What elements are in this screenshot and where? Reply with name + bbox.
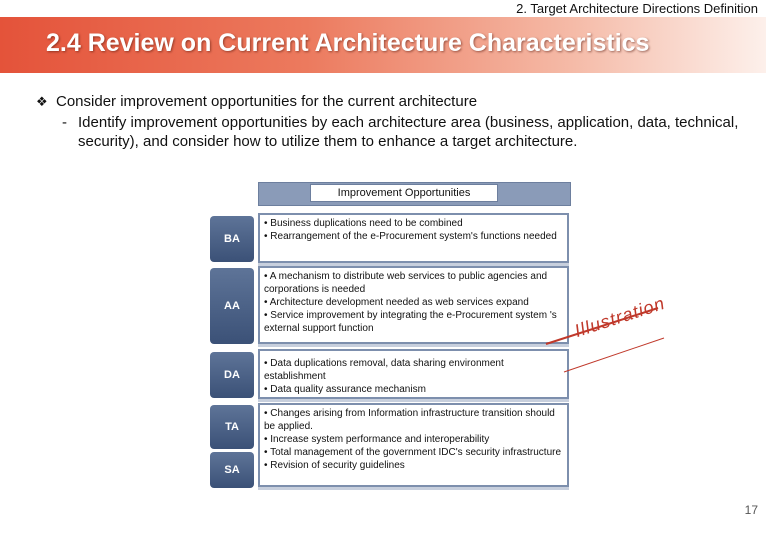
- dash-marker: -: [62, 114, 67, 131]
- illustration-stamp: Illustration: [572, 292, 668, 342]
- intro-sub-bullet: [62, 113, 742, 151]
- aa-line-3: • Service improvement by integrating the e-Procurement system 's external support function: [264, 310, 557, 334]
- area-tab-sa: SA: [210, 452, 254, 488]
- aa-line-2: • Architecture development needed as web services expand: [264, 297, 529, 308]
- area-tab-da: DA: [210, 352, 254, 398]
- diamond-bullet-icon: ❖: [36, 94, 48, 109]
- ba-line-1: • Business duplications need to be combined: [264, 218, 463, 229]
- intro-sub-text: Identify improvement opportunities by each architecture area (business, application, data, technical, security), and consider how to utilize them to enhance a target architecture.: [78, 114, 739, 150]
- da-line-1: • Data duplications removal, data sharing environment establishment: [264, 358, 504, 382]
- content-box-ta-sa: [258, 403, 569, 487]
- ta-line-2: • Increase system performance and interoperability: [264, 434, 490, 445]
- intro-bullet: [36, 93, 477, 110]
- box-shadow: [258, 344, 569, 347]
- ba-line-2: • Rearrangement of the e-Procurement system's functions needed: [264, 231, 557, 242]
- sa-line-1: • Total management of the government IDC's security infrastructure: [264, 447, 562, 458]
- section-title: 2. Target Architecture Directions Definition: [516, 1, 758, 16]
- box-shadow: [258, 399, 569, 402]
- intro-bullet-text: Consider improvement opportunities for the current architecture: [56, 93, 478, 110]
- area-tab-ta: TA: [210, 405, 254, 449]
- box-shadow: [258, 487, 569, 490]
- content-box-aa: [258, 266, 569, 344]
- area-tab-aa: AA: [210, 268, 254, 344]
- content-box-ba: [258, 213, 569, 263]
- sa-line-2: • Revision of security guidelines: [264, 460, 405, 471]
- aa-line-1: • A mechanism to distribute web services to public agencies and corporations is needed: [264, 271, 548, 295]
- page-title: 2.4 Review on Current Architecture Characteristics: [46, 29, 650, 57]
- da-line-2: • Data quality assurance mechanism: [264, 384, 426, 395]
- area-tab-ba: BA: [210, 216, 254, 262]
- page-number: 17: [744, 503, 758, 517]
- table-header-label: Improvement Opportunities: [310, 184, 498, 202]
- content-box-da: [258, 349, 569, 399]
- ta-line-1: • Changes arising from Information infrastructure transition should be applied.: [264, 408, 555, 432]
